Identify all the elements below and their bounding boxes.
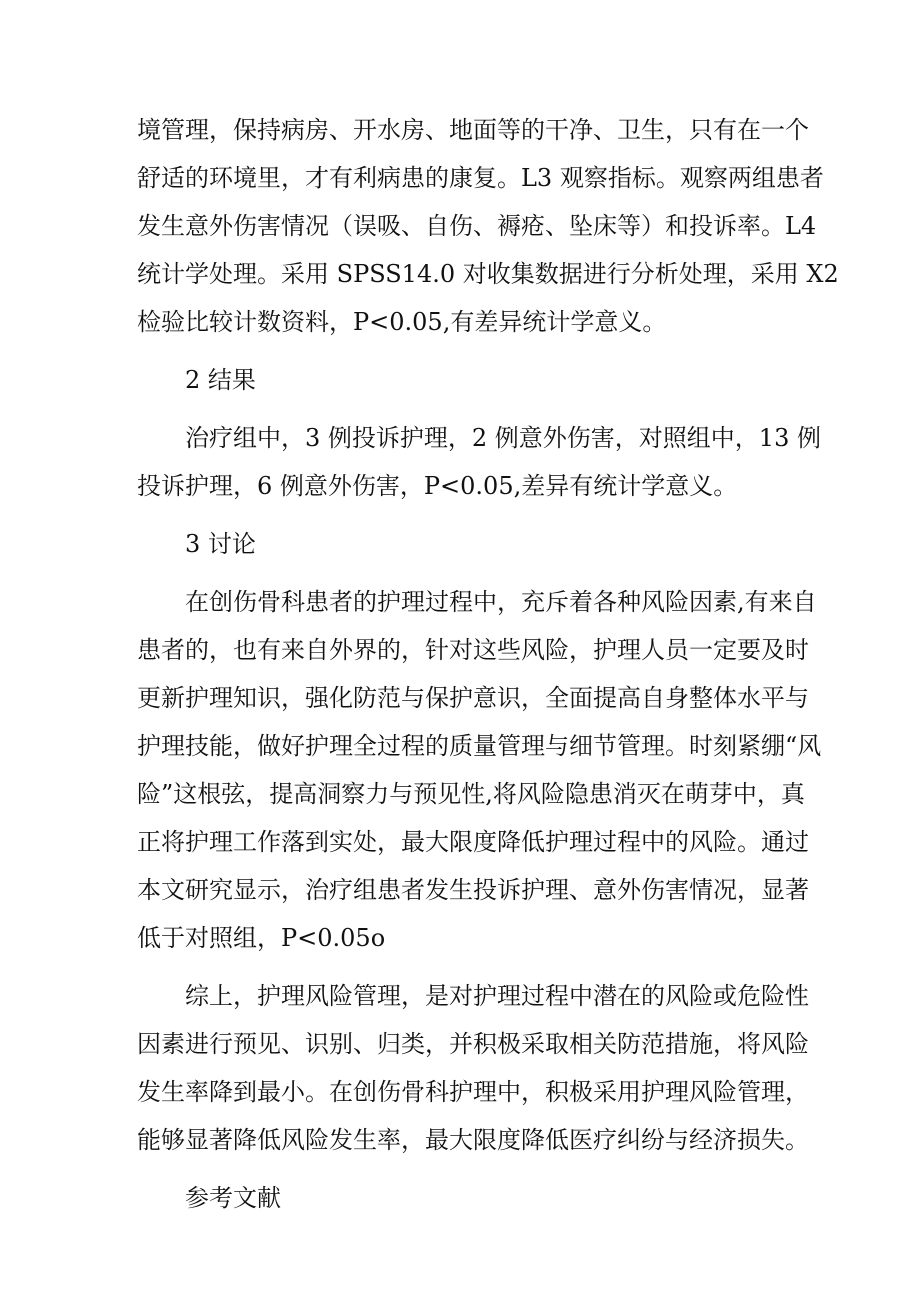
text-line: 在创伤骨科患者的护理过程中，充斥着各种风险因素,有来自: [185, 588, 817, 616]
text-line: 正将护理工作落到实处，最大限度降低护理过程中的风险。通过: [137, 828, 809, 856]
text-line: 本文研究显示，治疗组患者发生投诉护理、意外伤害情况，显著: [137, 876, 809, 904]
paragraph-conclusion: [137, 972, 809, 1164]
text-line: 发生意外伤害情况（误吸、自伤、褥疮、坠床等）和投诉率。L4: [137, 212, 817, 240]
text-line: 境管理，保持病房、开水房、地面等的干净、卫生，只有在一个: [137, 116, 809, 144]
text-line: 能够显著降低风险发生率，最大限度降低医疗纠纷与经济损失。: [137, 1126, 809, 1154]
text-line: 投诉护理，6 例意外伤害，P<0.05,差异有统计学意义。: [137, 472, 738, 500]
text-line: 险”这根弦，提高洞察力与预见性,将风险隐患消灭在萌芽中，真: [137, 780, 805, 808]
text-line: 护理技能，做好护理全过程的质量管理与细节管理。时刻紧绷“风: [137, 732, 822, 760]
text-line: 综上，护理风险管理，是对护理过程中潜在的风险或危险性: [185, 982, 809, 1010]
text-line: 低于对照组，P<0.05o: [137, 924, 386, 952]
paragraph-discussion: [137, 578, 822, 962]
text-line: 舒适的环境里，才有利病患的康复。L3 观察指标。观察两组患者: [137, 164, 824, 192]
document-body: [137, 106, 839, 1232]
section-heading-results: 2 结果: [185, 366, 256, 394]
text-line: 检验比较计数资料，P<0.05,有差异统计学意义。: [137, 308, 667, 336]
text-line: 治疗组中，3 例投诉护理，2 例意外伤害，对照组中，13 例: [185, 424, 821, 452]
section-heading-references: 参考文献: [185, 1184, 281, 1212]
text-line: 统计学处理。采用 SPSS14.0 对收集数据进行分析处理，采用 X2: [137, 260, 839, 288]
text-line: 患者的，也有来自外界的，针对这些风险，护理人员一定要及时: [137, 636, 809, 664]
text-line: 发生率降到最小。在创伤骨科护理中，积极采用护理风险管理，: [137, 1078, 809, 1106]
paragraph-methods-continued: [137, 106, 839, 346]
paragraph-results: [137, 414, 821, 510]
text-line: 因素进行预见、识别、归类，并积极采取相关防范措施，将风险: [137, 1030, 809, 1058]
section-heading-discussion: 3 讨论: [185, 530, 256, 558]
text-line: 更新护理知识，强化防范与保护意识，全面提高自身整体水平与: [137, 684, 809, 712]
